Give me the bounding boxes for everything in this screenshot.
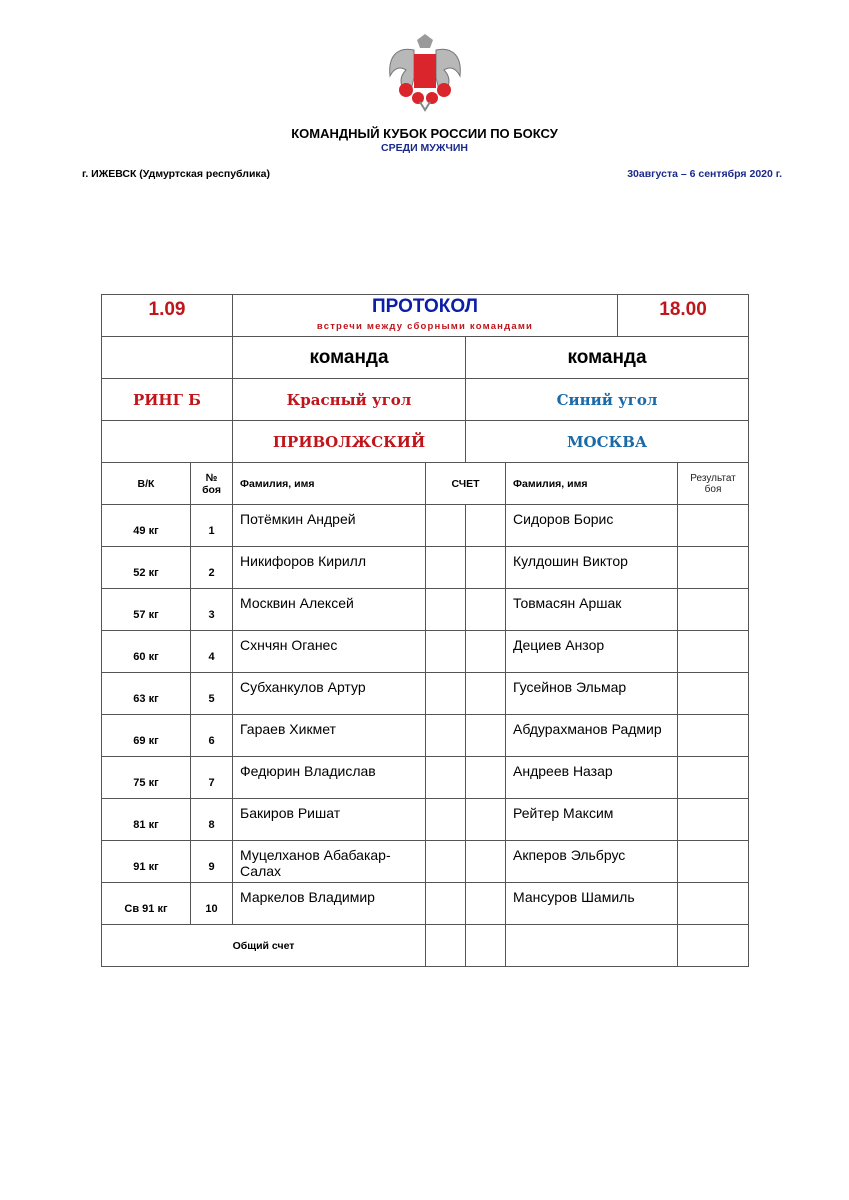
red-score-cell (426, 841, 466, 883)
blue-boxer-name: Дециев Анзор (506, 631, 678, 673)
red-boxer-name: Москвин Алексей (233, 589, 426, 631)
red-score-cell (426, 631, 466, 673)
blue-team-name: МОСКВА (466, 421, 749, 463)
bout-weight: 57 кг (102, 589, 191, 631)
total-result-cell (678, 925, 749, 967)
team-label-blue: команда (466, 337, 749, 379)
blue-boxer-name: Акперов Эльбрус (506, 841, 678, 883)
red-boxer-name: Бакиров Ришат (233, 799, 426, 841)
blue-boxer-name: Кулдошин Виктор (506, 547, 678, 589)
bout-result-cell (678, 799, 749, 841)
protocol-subtitle: встречи между сборными командами (316, 320, 534, 332)
bout-result-cell (678, 757, 749, 799)
red-corner-label: Красный угол (233, 379, 466, 421)
empty-cell (102, 337, 233, 379)
blue-score-cell (466, 631, 506, 673)
bout-row (102, 589, 749, 631)
bout-number: 9 (191, 841, 233, 883)
bout-row (102, 799, 749, 841)
red-score-cell (426, 547, 466, 589)
col-header-weight: В/К (102, 463, 191, 505)
match-time: 18.00 (618, 295, 749, 337)
red-boxer-name: Субханкулов Артур (233, 673, 426, 715)
blue-boxer-name: Сидоров Борис (506, 505, 678, 547)
protocol-table (101, 294, 749, 967)
bout-weight: 81 кг (102, 799, 191, 841)
bout-result-cell (678, 841, 749, 883)
blue-boxer-name: Рейтер Максим (506, 799, 678, 841)
bout-row (102, 757, 749, 799)
red-boxer-name: Федюрин Владислав (233, 757, 426, 799)
blue-boxer-name: Товмасян Аршак (506, 589, 678, 631)
bout-number: 5 (191, 673, 233, 715)
boxing-federation-emblem-icon (384, 28, 466, 112)
total-row (102, 925, 749, 967)
bout-row (102, 715, 749, 757)
empty-cell (506, 925, 678, 967)
bout-result-cell (678, 631, 749, 673)
event-dates: 30августа – 6 сентября 2020 г. (627, 168, 782, 180)
red-boxer-name: Гараев Хикмет (233, 715, 426, 757)
bout-result-cell (678, 547, 749, 589)
bout-result-cell (678, 883, 749, 925)
col-header-score: СЧЕТ (426, 463, 506, 505)
blue-boxer-name: Андреев Назар (506, 757, 678, 799)
blue-score-cell (466, 505, 506, 547)
protocol-title: ПРОТОКОЛ (372, 295, 479, 317)
bout-weight: 49 кг (102, 505, 191, 547)
blue-corner-label: Синий угол (466, 379, 749, 421)
blue-boxer-name: Абдурахманов Радмир (506, 715, 678, 757)
bout-weight: 69 кг (102, 715, 191, 757)
red-score-cell (426, 505, 466, 547)
red-score-cell (426, 589, 466, 631)
red-score-cell (426, 673, 466, 715)
bout-row (102, 547, 749, 589)
red-score-cell (426, 799, 466, 841)
col-header-red-name: Фамилия, имя (233, 463, 426, 505)
bout-result-cell (678, 505, 749, 547)
blue-boxer-name: Мансуров Шамиль (506, 883, 678, 925)
blue-score-cell (466, 841, 506, 883)
bout-result-cell (678, 673, 749, 715)
blue-score-cell (466, 673, 506, 715)
venue-city: г. ИЖЕВСК (Удмуртская республика) (82, 168, 270, 180)
blue-score-cell (466, 589, 506, 631)
blue-score-cell (466, 547, 506, 589)
team-label-red: команда (233, 337, 466, 379)
empty-cell (102, 421, 233, 463)
bout-number: 2 (191, 547, 233, 589)
red-team-name: ПРИВОЛЖСКИЙ (233, 421, 466, 463)
red-boxer-name: Схнчян Оганес (233, 631, 426, 673)
bout-row (102, 883, 749, 925)
blue-boxer-name: Гусейнов Эльмар (506, 673, 678, 715)
total-score-label: Общий счет (102, 925, 426, 967)
match-date: 1.09 (102, 295, 233, 337)
blue-total-cell (466, 925, 506, 967)
bout-weight: 60 кг (102, 631, 191, 673)
red-score-cell (426, 757, 466, 799)
bout-result-cell (678, 715, 749, 757)
bout-number: 8 (191, 799, 233, 841)
bout-result-cell (678, 589, 749, 631)
red-boxer-name: Маркелов Владимир (233, 883, 426, 925)
bout-weight: Св 91 кг (102, 883, 191, 925)
bout-number: 4 (191, 631, 233, 673)
bout-number: 10 (191, 883, 233, 925)
document-subtitle: СРЕДИ МУЖЧИН (381, 142, 468, 154)
col-header-blue-name: Фамилия, имя (506, 463, 678, 505)
blue-score-cell (466, 757, 506, 799)
bout-weight: 63 кг (102, 673, 191, 715)
bout-row (102, 841, 749, 883)
bout-row (102, 673, 749, 715)
ring-label: РИНГ Б (102, 379, 233, 421)
bout-row (102, 505, 749, 547)
bout-number: 3 (191, 589, 233, 631)
bout-number: 1 (191, 505, 233, 547)
blue-score-cell (466, 799, 506, 841)
protocol-heading-cell (233, 295, 618, 337)
red-score-cell (426, 715, 466, 757)
bout-weight: 52 кг (102, 547, 191, 589)
col-header-bout-no: № боя (191, 463, 233, 505)
bout-weight: 75 кг (102, 757, 191, 799)
red-score-cell (426, 883, 466, 925)
red-total-cell (426, 925, 466, 967)
blue-score-cell (466, 715, 506, 757)
bout-number: 6 (191, 715, 233, 757)
red-boxer-name: Муцелханов Абабакар-Салах (233, 841, 426, 883)
blue-score-cell (466, 883, 506, 925)
bout-weight: 91 кг (102, 841, 191, 883)
bout-row (102, 631, 749, 673)
document-title: КОМАНДНЫЙ КУБОК РОССИИ ПО БОКСУ (291, 126, 558, 141)
bout-number: 7 (191, 757, 233, 799)
col-header-result: Результат боя (678, 463, 749, 505)
red-boxer-name: Никифоров Кирилл (233, 547, 426, 589)
red-boxer-name: Потёмкин Андрей (233, 505, 426, 547)
